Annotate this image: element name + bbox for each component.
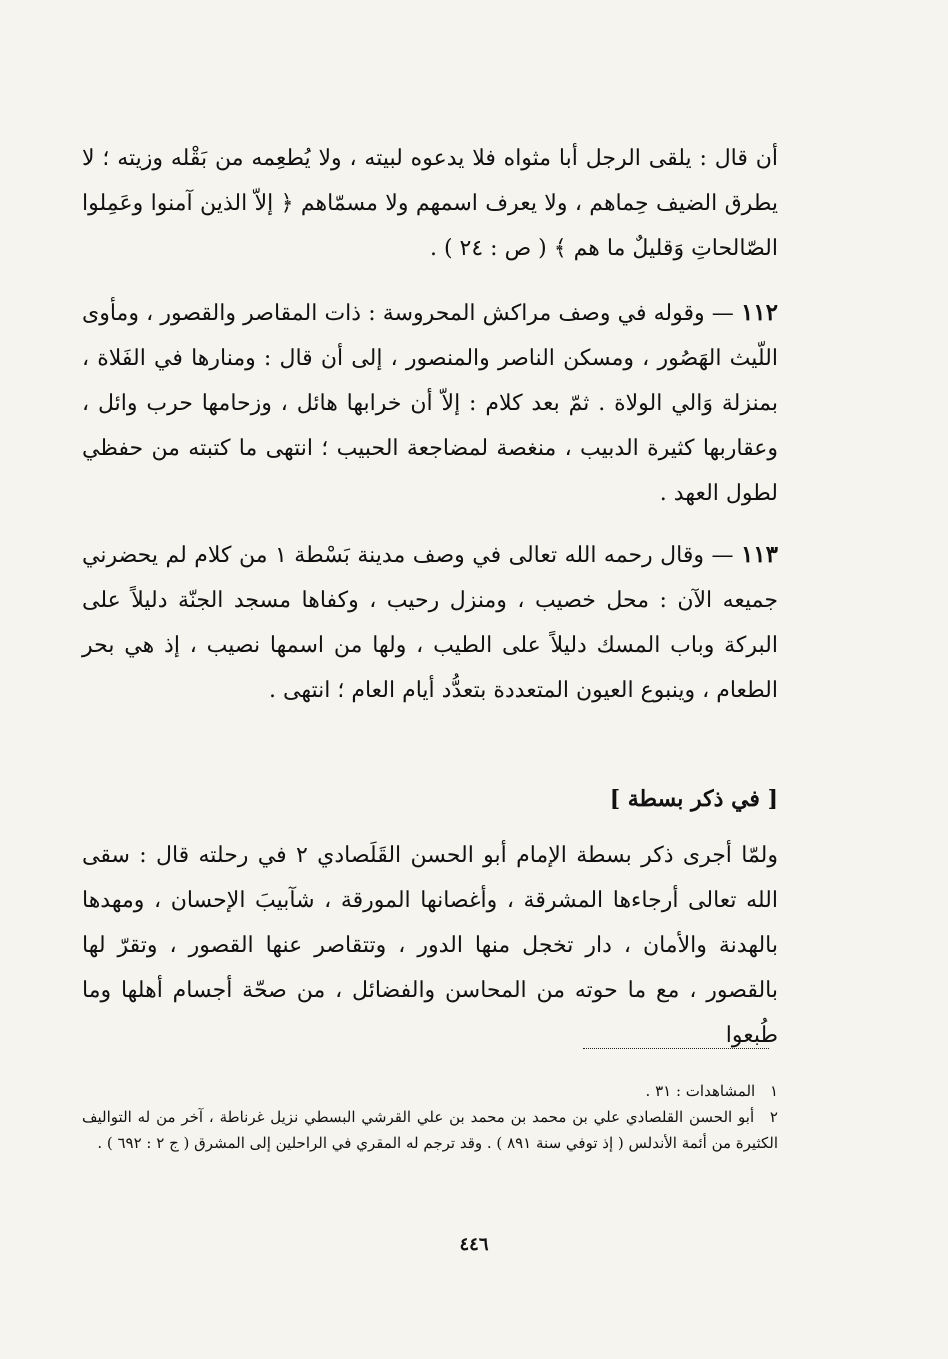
footnotes xyxy=(82,1078,778,1156)
section-paragraph xyxy=(82,833,778,1058)
paragraph-number: ١١٢ xyxy=(740,299,778,326)
paragraph-text: أن قال : يلقى الرجل أبا مثواه فلا يدعوه لبيته ، ولا يُطعِمه من بَقْله وزيته ؛ لا يطرق الضيف حِماهم ، ولا يعرف اسمهم ولا مسمّاهم ﴿ إلاّ الذين آمنوا وعَمِلوا الصّالحاتِ وَقليلٌ ما هم ﴾ ( ص : ٢٤ ) . xyxy=(82,146,778,261)
section-heading: [ في ذكر بسطة ] xyxy=(609,786,778,812)
paragraph-113 xyxy=(82,532,778,713)
paragraph-text: — وقال رحمه الله تعالى في وصف مدينة بَسْطة ١ من كلام لم يحضرني جميعه الآن : محل خصيب ، ومنزل رحيب ، وكفاها مسجد الجنّة دليلاً على البركة وباب المسك دليلاً على الطيب ، ولها من اسمها نصيب ، إذ هي بحر الطعام ، وينبوع العيون المتعددة بتعدُّد أيام العام ؛ انتهى . xyxy=(82,543,778,703)
paragraph-number: ١١٣ xyxy=(740,541,778,568)
footnote-2 xyxy=(82,1104,778,1156)
footnote-number: ٢ xyxy=(769,1108,778,1126)
paragraph-continued xyxy=(82,136,778,271)
footnote-1 xyxy=(82,1078,778,1104)
paragraph-text: ولمّا أجرى ذكر بسطة الإمام أبو الحسن القَلَصادي ٢ في رحلته قال : سقى الله تعالى أرجاءها المشرقة ، وأغصانها المورقة ، شآبيبَ الإحسان ، ومهدها بالهدنة والأمان ، دار تخجل منها الدور ، وتتقاصر عنها القصور ، وتقرّ لها بالقصور ، مع ما حوته من المحاسن والفضائل ، من صحّة أجسام أهلها وما طُبعوا xyxy=(82,843,778,1048)
footnote-text: أبو الحسن القلصادي علي بن محمد بن محمد بن علي القرشي البسطي نزيل غرناطة ، آخر من له التواليف الكثيرة من أئمة الأندلس ( إذ توفي سنة ٨٩١ ) . وقد ترجم له المقري في الراحلين إلى المشرق ( ج ٢ : ٦٩٢ ) . xyxy=(82,1108,778,1152)
footnote-divider xyxy=(583,1048,769,1049)
paragraph-112 xyxy=(82,290,778,516)
paragraph-text: — وقوله في وصف مراكش المحروسة : ذات المقاصر والقصور ، ومأوى اللّيث الهَصُور ، ومسكن الناصر والمنصور ، إلى أن قال : ومنارها في الفَلاة ، بمنزلة وَالي الولاة . ثمّ بعد كلام : إلاّ أن خرابها هائل ، وزحامها حرب وائل ، وعقاربها كثيرة الدبيب ، منغصة لمضاجعة الحبيب ؛ انتهى ما كتبته من حفظي لطول العهد . xyxy=(82,301,778,506)
footnote-text: المشاهدات : ٣١ . xyxy=(645,1082,756,1100)
footnote-number: ١ xyxy=(769,1082,778,1100)
page-number: ٤٤٦ xyxy=(459,1234,489,1255)
